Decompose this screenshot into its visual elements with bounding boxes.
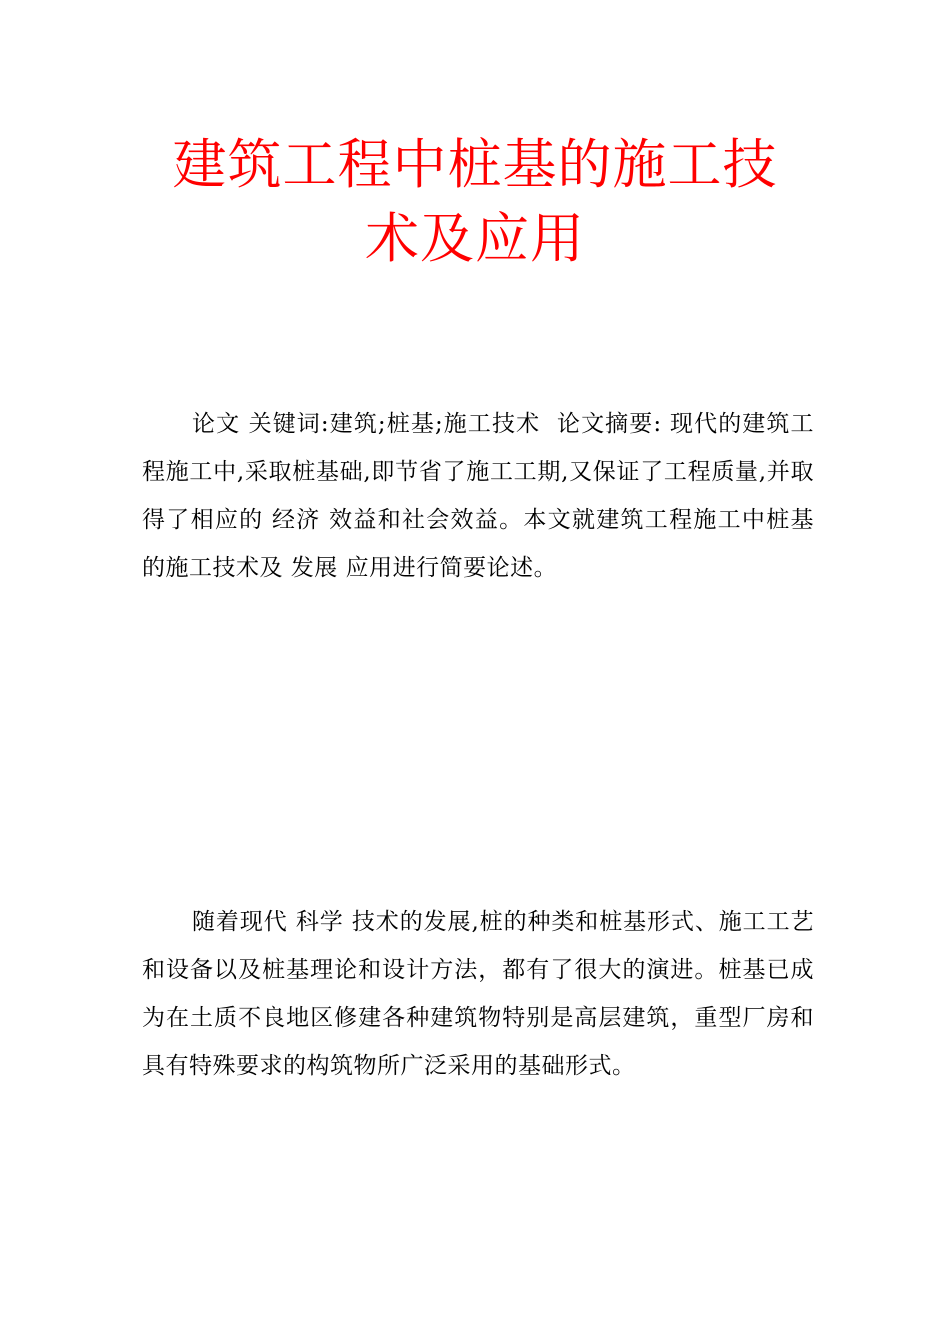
document-title <box>130 128 820 276</box>
title-line-2: 术及应用 <box>365 207 585 270</box>
abstract-paragraph: 论文 关键词:建筑;桩基;施工技术 论文摘要: 现代的建筑工程施工中,采取桩基础,即节省了施工工期,又保证了工程质量,并取得了相应的 经济 效益和社会效益。本文就建筑工程施工中桩基的施工技术及 发展 应用进行简要论述。 <box>142 411 814 581</box>
title-line-1: 建筑工程中桩基的施工技 <box>172 133 778 196</box>
body-paragraph: 随着现代 科学 技术的发展,桩的种类和桩基形式、施工工艺和设备以及桩基理论和设计方法，都有了很大的演进。桩基已成为在土质不良地区修建各种建筑物特别是高层建筑，重型厂房和具有特殊要求的构筑物所广泛采用的基础形式。 <box>142 909 814 1079</box>
